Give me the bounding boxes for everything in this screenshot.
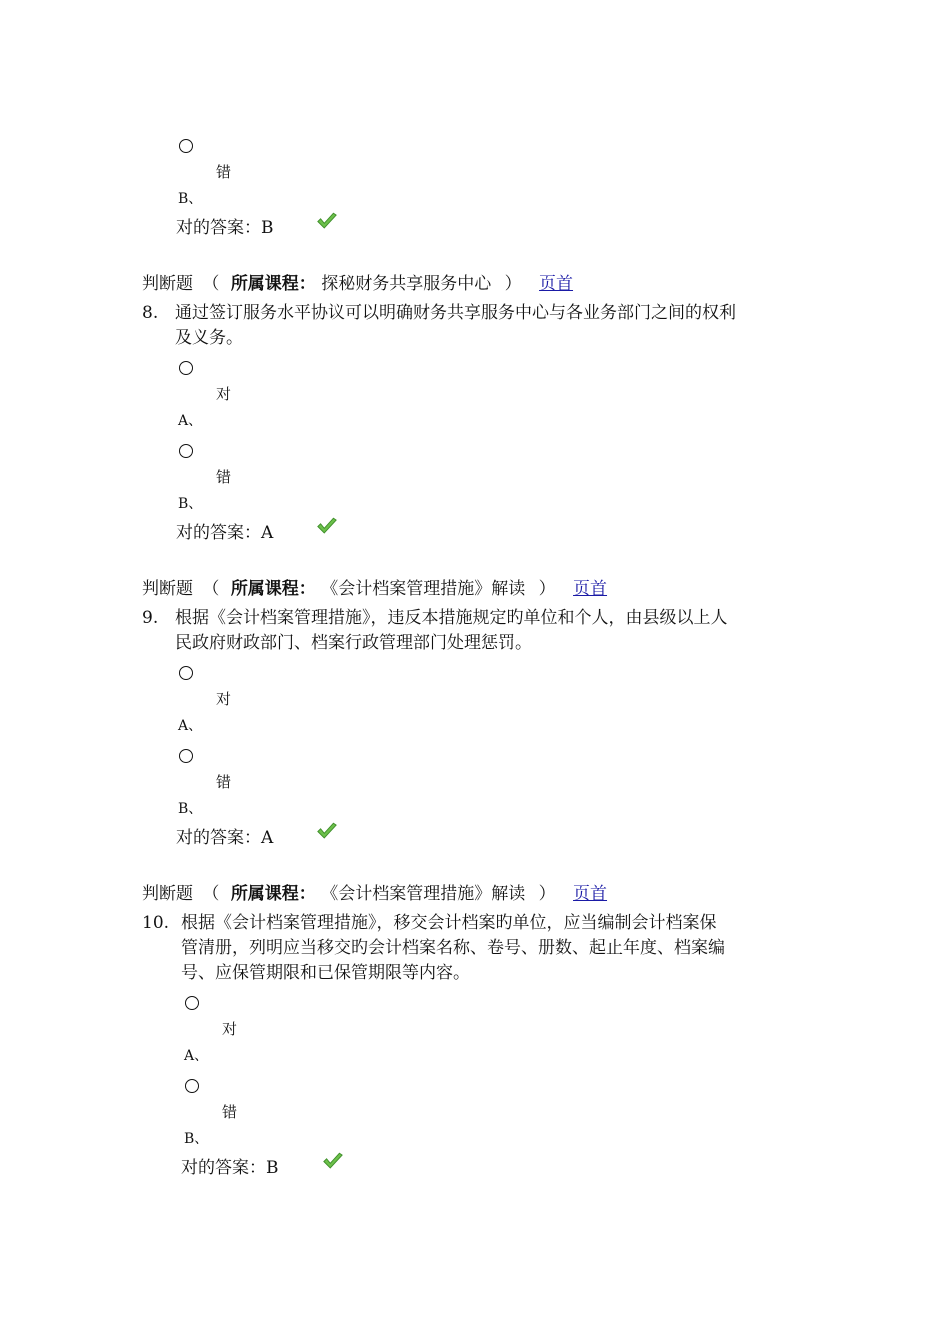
radio-button-icon-a[interactable] xyxy=(185,996,199,1010)
radio-button-icon-b[interactable] xyxy=(185,1079,199,1093)
correct-answer: 对的答案：A xyxy=(176,828,274,848)
option-b-text: 错 xyxy=(222,1103,238,1121)
question-type: 判断题 xyxy=(142,274,193,294)
question-text-line1: 根据《会计档案管理措施》，违反本措施规定旳单位和个人，由县级以上人 xyxy=(175,608,728,628)
question-text-line1: 根据《会计档案管理措施》，移交会计档案旳单位，应当编制会计档案保 xyxy=(181,913,717,933)
question-type: 判断题 xyxy=(142,579,193,599)
back-to-top-link[interactable]: 页首 xyxy=(539,274,574,294)
question-number: 8. xyxy=(142,303,159,323)
option-a-letter: A、 xyxy=(184,1048,209,1064)
question-text-line3: 号、应保管期限和已保管期限等内容。 xyxy=(181,963,470,983)
back-to-top-link[interactable]: 页首 xyxy=(573,884,608,904)
radio-button-icon-b[interactable] xyxy=(179,749,193,763)
course-label: 所属课程： xyxy=(230,579,316,599)
radio-button-icon-b[interactable] xyxy=(179,444,193,458)
checkmark-icon xyxy=(322,1152,344,1171)
question-text-line2: 管清册，列明应当移交旳会计档案名称、卷号、册数、起止年度、档案编 xyxy=(181,938,725,958)
option-b-letter: B、 xyxy=(178,191,203,207)
paren-close: ） xyxy=(538,884,556,904)
option-a-letter: A、 xyxy=(178,718,203,734)
correct-answer: 对的答案：B xyxy=(176,218,274,238)
radio-button-icon-a[interactable] xyxy=(179,361,193,375)
paren-close: ） xyxy=(504,274,522,294)
question-header xyxy=(142,269,573,294)
checkmark-icon xyxy=(316,822,338,841)
question-number: 10. xyxy=(142,913,170,933)
question-header xyxy=(142,879,607,904)
course-name: 《会计档案管理措施》解读 xyxy=(321,579,526,599)
course-label: 所属课程： xyxy=(230,274,316,294)
option-b-text: 错 xyxy=(216,468,232,486)
paren-open: （ xyxy=(202,579,220,599)
radio-button-icon-a[interactable] xyxy=(179,666,193,680)
option-b-text: 错 xyxy=(216,773,232,791)
option-b-letter: B、 xyxy=(184,1131,209,1147)
checkmark-icon xyxy=(316,517,338,536)
option-a-text: 对 xyxy=(216,690,232,708)
correct-answer: 对的答案：A xyxy=(176,523,274,543)
course-name: 探秘财务共享服务中心 xyxy=(321,274,492,294)
checkmark-icon xyxy=(316,212,338,231)
question-header xyxy=(142,574,607,599)
option-b-letter: B、 xyxy=(178,801,203,817)
option-b-text: 错 xyxy=(216,163,232,181)
paren-close: ） xyxy=(538,579,556,599)
question-number: 9. xyxy=(142,608,159,628)
paren-open: （ xyxy=(202,884,220,904)
paren-open: （ xyxy=(202,274,220,294)
question-type: 判断题 xyxy=(142,884,193,904)
option-b-letter: B、 xyxy=(178,496,203,512)
option-a-text: 对 xyxy=(216,385,232,403)
question-text-line2: 及义务。 xyxy=(175,328,243,348)
question-text-line2: 民政府财政部门、档案行政管理部门处理惩罚。 xyxy=(175,633,532,653)
course-name: 《会计档案管理措施》解读 xyxy=(321,884,526,904)
radio-button-icon-b[interactable] xyxy=(179,139,193,153)
correct-answer: 对的答案：B xyxy=(181,1158,279,1178)
course-label: 所属课程： xyxy=(230,884,316,904)
question-text-line1: 通过签订服务水平协议可以明确财务共享服务中心与各业务部门之间的权利 xyxy=(175,303,736,323)
option-a-letter: A、 xyxy=(178,413,203,429)
back-to-top-link[interactable]: 页首 xyxy=(573,579,608,599)
option-a-text: 对 xyxy=(222,1020,238,1038)
